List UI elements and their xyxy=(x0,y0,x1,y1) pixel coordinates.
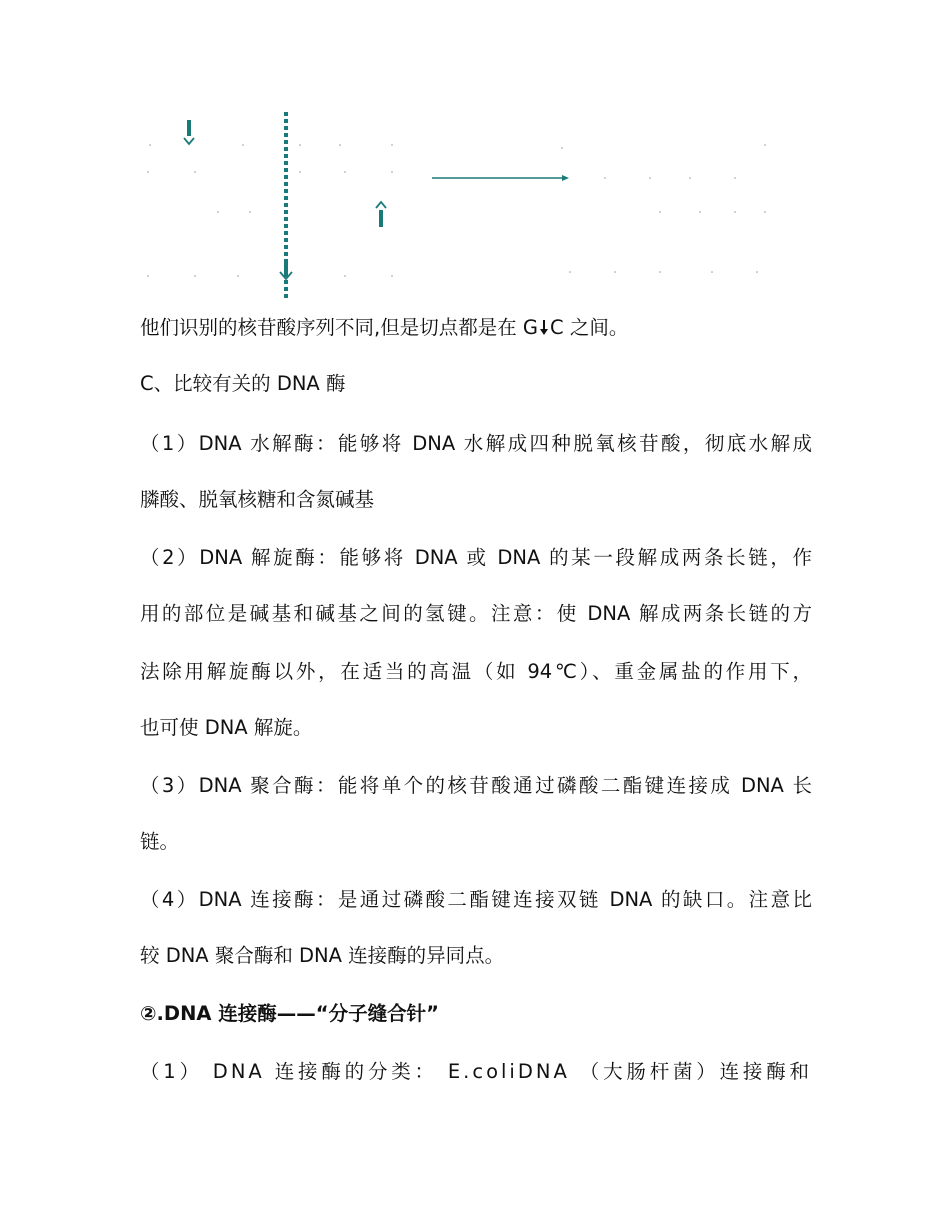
small-down-arrow-icon xyxy=(538,316,550,339)
line-11: （4）DNA 连接酶：是通过磷酸二酯键连接双链 DNA 的缺口。注意比 xyxy=(140,888,812,911)
line-5: （2）DNA 解旋酶：能够将 DNA 或 DNA 的某一段解成两条长链，作 xyxy=(140,546,812,569)
line-1 xyxy=(140,314,812,342)
line-7: 法除用解旋酶以外，在适当的高温（如 94℃）、重金属盐的作用下， xyxy=(140,660,812,683)
sequence-dots xyxy=(147,144,766,277)
line-9: （3）DNA 聚合酶：能将单个的核苷酸通过磷酸二酯键连接成 DNA 长 xyxy=(140,774,812,797)
down-arrow-icon xyxy=(184,120,194,144)
line-4: 膦酸、脱氧核糖和含氮碱基 xyxy=(140,488,375,511)
line-1-text: 他们识别的核苷酸序列不同,但是切点都是在 G xyxy=(140,316,539,339)
restriction-site-figure xyxy=(0,0,950,310)
up-arrow-icon xyxy=(376,202,386,227)
line-2: C、比较有关的 DNA 酶 xyxy=(140,372,346,395)
line-1-tail: C 之间。 xyxy=(550,316,629,339)
line-10: 链。 xyxy=(140,830,180,853)
right-arrow-icon xyxy=(432,175,569,181)
line-14: （1） DNA 连接酶的分类： E.coliDNA （大肠杆菌）连接酶和 xyxy=(140,1060,812,1083)
line-12: 较 DNA 聚合酶和 DNA 连接酶的异同点。 xyxy=(140,944,505,967)
section-heading: ②.DNA 连接酶——“分子缝合针” xyxy=(140,1002,439,1025)
line-8: 也可使 DNA 解旋。 xyxy=(140,716,313,739)
line-6: 用的部位是碱基和碱基之间的氢键。注意：使 DNA 解成两条长链的方 xyxy=(140,602,812,625)
line-3: （1）DNA 水解酶：能够将 DNA 水解成四种脱氧核苷酸，彻底水解成 xyxy=(140,432,812,455)
